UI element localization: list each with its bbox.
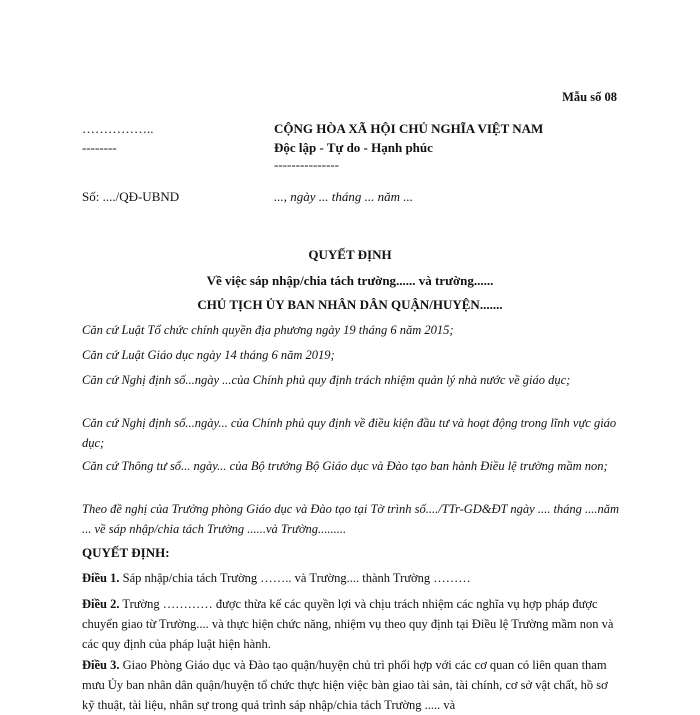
legal-basis-1: Căn cứ Luật Tổ chức chính quyền địa phương ngày 19 tháng 6 năm 2015; [82, 323, 454, 337]
agency-divider: -------- [82, 140, 117, 155]
national-title: CỘNG HÒA XÃ HỘI CHỦ NGHĨA VIỆT NAM [274, 121, 544, 136]
legal-basis-4: Căn cứ Nghị định số...ngày... của Chính phủ quy định về điều kiện đầu tư và hoạt động trong lĩnh vực giáo dục; [82, 416, 617, 450]
article-3 [82, 655, 622, 715]
legal-basis-5: Căn cứ Thông tư số... ngày... của Bộ trưởng Bộ Giáo dục và Đào tạo ban hành Điều lệ trường mầm non; [82, 459, 608, 473]
article-3-text: Giao Phòng Giáo dục và Đào tạo quận/huyện chủ trì phối hợp với các cơ quan có liên quan tham mưu Ủy ban nhân dân quận/huyện tổ chức thực hiện việc bàn giao tài sản, tài chính, cơ sở vật chất, hồ sơ kỹ thuật, tài liệu, nhân sự trong quá trình sáp nhập/chia tách Trường ..... và [82, 658, 608, 712]
document-date: ..., ngày ... tháng ... năm ... [274, 189, 414, 204]
document-number: Số: ..../QĐ-UBND [82, 189, 180, 204]
form-number: Mẫu số 08 [562, 90, 617, 104]
decision-heading: QUYẾT ĐỊNH: [82, 545, 170, 560]
national-motto: Độc lập - Tự do - Hạnh phúc [274, 140, 433, 155]
article-1-text: Sáp nhập/chia tách Trường …….. và Trường.... thành Trường ……… [119, 571, 471, 585]
decision-subject: Về việc sáp nhập/chia tách trường...... và trường...... [206, 273, 494, 288]
legal-basis-2: Căn cứ Luật Giáo dục ngày 14 tháng 6 năm 2019; [82, 348, 335, 362]
article-1 [82, 568, 622, 588]
article-1-label: Điều 1. [82, 571, 120, 585]
decision-title: QUYẾT ĐỊNH [308, 247, 392, 262]
motto-divider: --------------- [274, 157, 339, 172]
agency-name-placeholder: …………….. [82, 121, 154, 136]
proposal-basis: Theo đề nghị của Trưởng phòng Giáo dục và Đào tạo tại Tờ trình số..../TTr-GD&ĐT ngày .... tháng ....năm ... về sáp nhập/chia tách Trường ......và Trường......... [82, 502, 620, 536]
article-2-label: Điều 2. [82, 597, 120, 611]
article-2 [82, 594, 622, 654]
legal-basis-3: Căn cứ Nghị định số...ngày ...của Chính phủ quy định trách nhiệm quản lý nhà nước về giáo dục; [82, 373, 571, 387]
issuing-authority: CHỦ TỊCH ỦY BAN NHÂN DÂN QUẬN/HUYỆN....... [197, 297, 503, 312]
article-2-text: Trường ………… được thừa kế các quyền lợi và chịu trách nhiệm các nghĩa vụ hợp pháp được chuyển giao từ Trường.... và thực hiện chức năng, nhiệm vụ theo quy định tại Điều lệ Trường mầm non và các quy định của pháp luật hiện hành. [82, 597, 614, 651]
article-3-label: Điều 3. [82, 658, 120, 672]
